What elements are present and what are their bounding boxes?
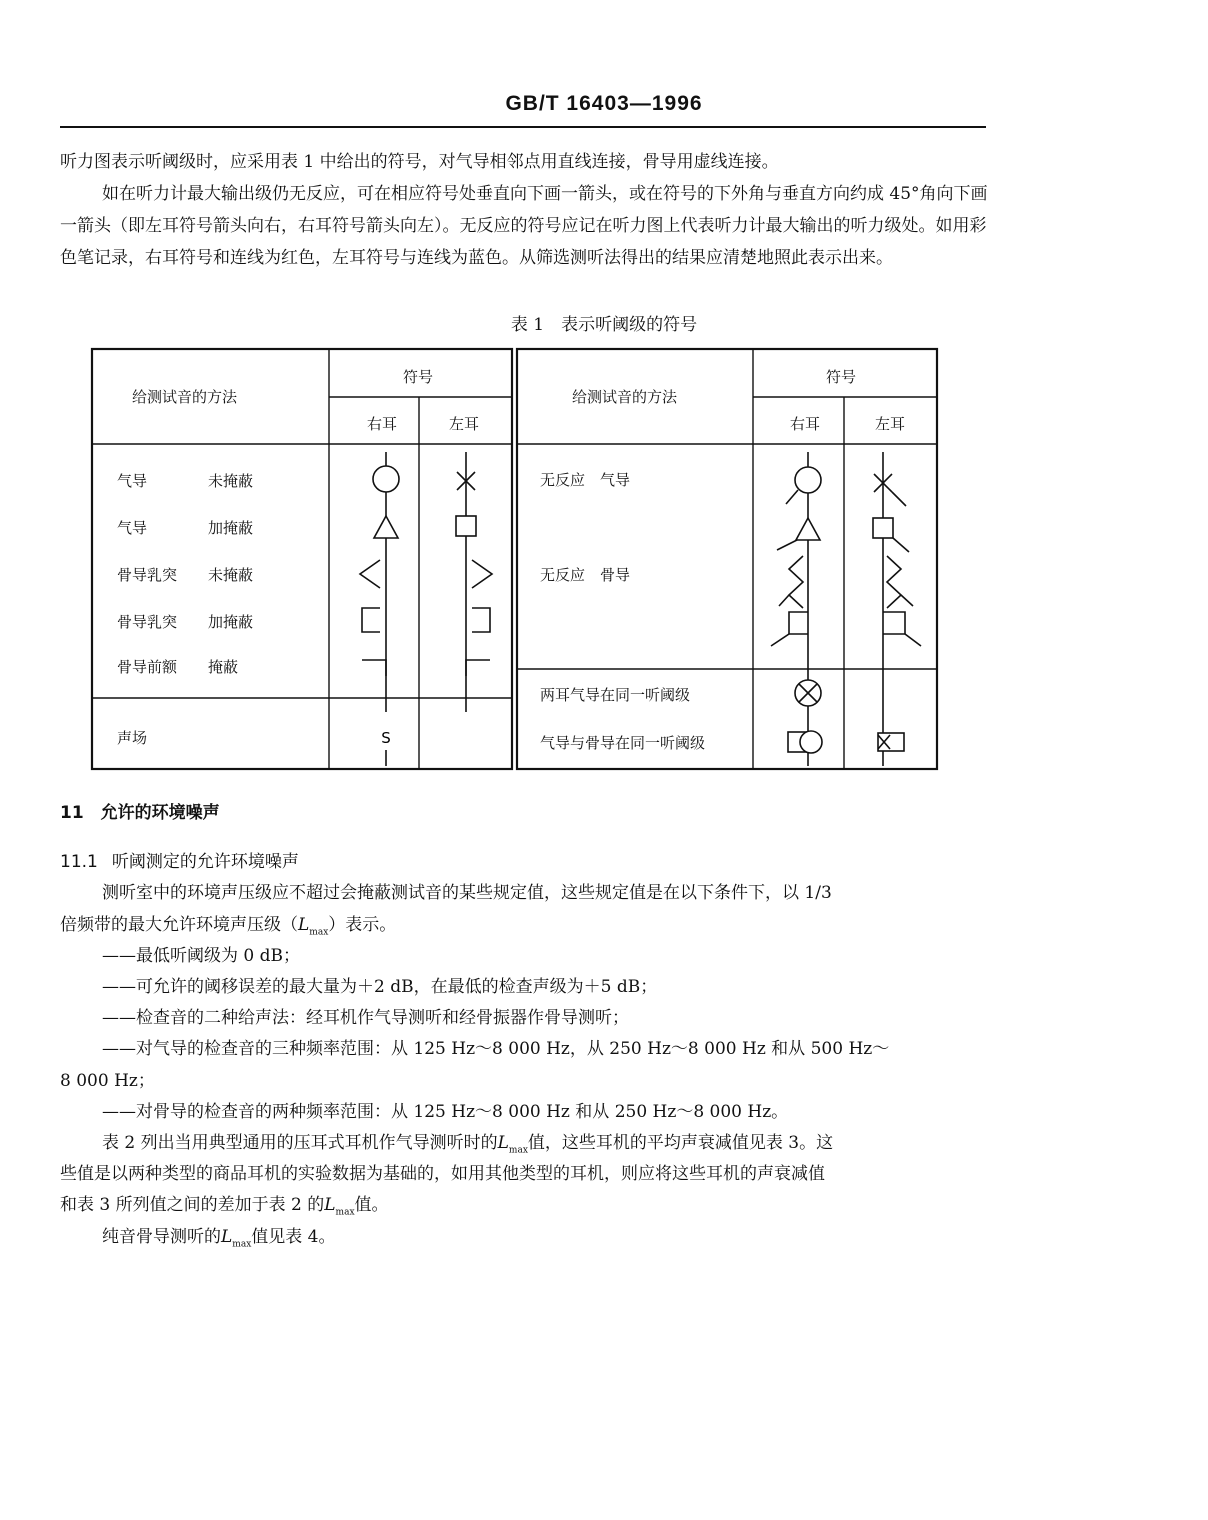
bullet-4: ——对气导的检查音的三种频率范围：从 125 Hz～8 000 Hz，从 250 Hz～8 000 Hz 和从 500 Hz～: [102, 1039, 890, 1059]
s-symbol: S: [381, 729, 391, 747]
method-header-left: 给测试音的方法: [132, 388, 238, 406]
greater-than-symbol: [472, 560, 492, 588]
max-subscript: max: [508, 1145, 528, 1156]
square-symbol: [456, 516, 476, 536]
no-response-air-label: 无反应 气导: [540, 471, 631, 489]
forehead-right-symbol: [362, 660, 386, 676]
text-fragment: 值。: [354, 1195, 389, 1215]
left-ear-symbols-right-table: [873, 452, 921, 766]
no-response-bone-label: 无反应 骨导: [540, 566, 631, 584]
text-fragment: 值，这些耳机的平均声衰减值见表 3。这: [527, 1133, 834, 1153]
right-ear-symbols-left-table: [360, 452, 399, 766]
text-fragment: 表 2 列出当用典型通用的压耳式耳机作气导测听时的: [102, 1133, 498, 1153]
symbol-header-right: 符号: [826, 368, 857, 386]
symbol-header-left: 符号: [403, 368, 434, 386]
text-fragment: 倍频带的最大允许环境声压级（: [60, 915, 298, 935]
bullet-5: ——对骨导的检查音的两种频率范围：从 125 Hz～8 000 Hz 和从 250 Hz～8 000 Hz。: [102, 1102, 789, 1122]
s11-p2-line1: [102, 1128, 833, 1155]
s11-p1-line1: 测听室中的环境声压级应不超过会掩蔽测试音的某些规定值，这些规定值是在以下条件下，以 1/3: [102, 883, 832, 903]
max-subscript: max: [335, 1207, 355, 1218]
method-row-a: 骨导乳突: [117, 566, 178, 584]
bullet-1: ——最低听阈级为 0 dB；: [102, 946, 300, 966]
method-row-b: 未掩蔽: [208, 566, 254, 584]
left-ear-header-right: 左耳: [875, 415, 906, 433]
right-ear-symbols-right-table: [771, 452, 822, 766]
circle-symbol: [373, 466, 399, 492]
s11-p3: [102, 1222, 336, 1249]
method-row-b: 掩蔽: [208, 658, 239, 676]
text-fragment: 值见表 4。: [251, 1227, 336, 1247]
subsection-number: 11.1: [60, 852, 98, 872]
text-fragment: 纯音骨导测听的: [102, 1227, 221, 1247]
text-fragment: 和表 3 所列值之间的差加于表 2 的: [60, 1195, 325, 1215]
l-symbol: L: [497, 1133, 509, 1153]
both-ears-air-label: 两耳气导在同一听阈级: [540, 686, 691, 704]
s11-p2-line3: [60, 1190, 389, 1217]
s11-p2-line2: 些值是以两种类型的商品耳机的实验数据为基础的，如用其他类型的耳机，则应将这些耳机的声衰减值: [60, 1164, 825, 1184]
cross-square-symbol: [878, 733, 904, 751]
sound-field-label: 声场: [117, 729, 148, 747]
bullet-4-cont: 8 000 Hz；: [60, 1071, 155, 1091]
bracket-left-symbol: [362, 608, 380, 632]
text-fragment: ）表示。: [328, 915, 397, 935]
air-bone-same-label: 气导与骨导在同一听阈级: [540, 734, 706, 752]
l-symbol: L: [324, 1195, 336, 1215]
table-caption: 表 1 表示听阈级的符号: [510, 315, 698, 335]
max-subscript: max: [309, 927, 329, 938]
method-row-b: 未掩蔽: [208, 472, 254, 490]
method-header-right: 给测试音的方法: [572, 388, 678, 406]
triangle-symbol: [374, 516, 398, 538]
section-11-heading: 11 允许的环境噪声: [60, 803, 220, 823]
method-row-b: 加掩蔽: [208, 613, 254, 631]
subsection-title: 听阈测定的允许环境噪声: [111, 852, 299, 872]
less-than-symbol: [360, 560, 380, 588]
bracket-circle-symbol: [800, 731, 822, 753]
forehead-left-symbol: [466, 660, 490, 676]
intro-paragraph-2: 如在听力计最大输出级仍无反应，可在相应符号处垂直向下画一箭头，或在符号的下外角与垂直方向约成 45°角向下画一箭头（即左耳符号箭头向右，右耳符号箭头向左）。无反应的符号应记在听力图上代表听力计最大输出的听力级处。如用彩色笔记录，右耳符号和连线为红色，左耳符号与连线为蓝色。从筛选测听法得出的结果应清楚地照此表示出来。: [60, 184, 988, 268]
bullet-3: ——检查音的二种给声法：经耳机作气导测听和经骨振器作骨导测听；: [102, 1008, 629, 1028]
left-ear-header-left: 左耳: [449, 415, 480, 433]
method-row-a: 气导: [117, 519, 148, 537]
method-row-b: 加掩蔽: [208, 519, 254, 537]
max-subscript: max: [232, 1239, 252, 1250]
bracket-right-symbol: [472, 608, 490, 632]
method-row-a: 气导: [117, 472, 148, 490]
right-ear-header-left: 右耳: [367, 415, 398, 433]
bullet-2: ——可允许的阈移误差的最大量为＋2 dB，在最低的检查声级为＋5 dB；: [102, 977, 658, 997]
method-row-a: 骨导乳突: [117, 613, 178, 631]
left-ear-symbols-left-table: [456, 452, 492, 712]
section-11-1-heading: [60, 847, 299, 872]
l-symbol: L: [298, 915, 310, 935]
s11-p1-line2: [60, 910, 396, 937]
method-row-a: 骨导前额: [117, 658, 178, 676]
intro-paragraph-1: 听力图表示听阈级时，应采用表 1 中给出的符号，对气导相邻点用直线连接，骨导用虚线连接。: [60, 152, 779, 172]
right-ear-header-right: 右耳: [790, 415, 821, 433]
l-symbol: L: [221, 1227, 233, 1247]
page-header: GB/T 16403—1996: [505, 92, 703, 115]
